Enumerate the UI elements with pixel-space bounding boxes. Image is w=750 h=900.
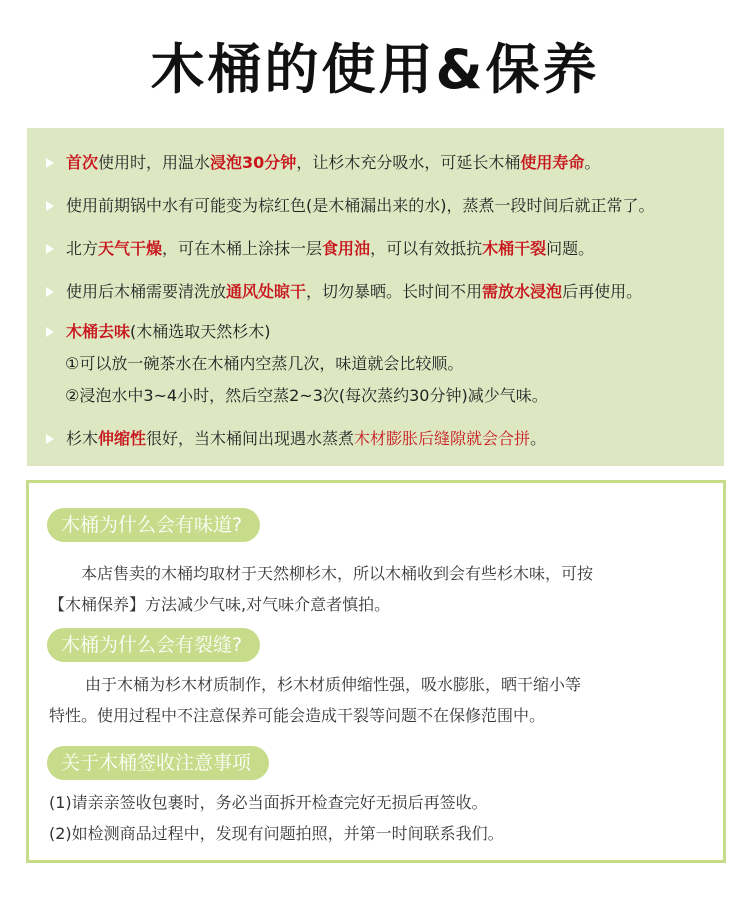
tip-odor-step-1: ①可以放一碗茶水在木桶内空蒸几次，味道就会比较顺。 [65,354,464,373]
faq-answer-odor-line2: 【木桶保养】方法减少气味,对气味介意者慎拍。 [49,595,391,614]
tip-cleaning: 使用后木桶需要清洗放通风处晾干，切勿暴晒。长时间不用需放水浸泡后再使用。 [27,278,724,306]
tip-odor-removal: 木桶去味(木桶选取天然杉木) [27,318,724,346]
bullet-triangle-icon [46,201,54,211]
highlight-text: 木桶干裂 [482,239,547,258]
highlight-text: 使用寿命 [520,153,585,172]
page-title: 木桶的使用&保养 [150,38,600,101]
highlight-text: 天气干燥 [98,239,163,258]
faq-answer-cracks-line2: 特性。使用过程中不注意保养可能会造成干裂等问题不在保修范围中。 [49,706,546,725]
bullet-triangle-icon [46,287,54,297]
highlight-text: 通风处晾干 [226,282,307,301]
highlight-text: 首次 [66,153,99,172]
faq-heading-odor: 木桶为什么会有味道? [47,508,260,542]
faq-heading-cracks: 木桶为什么会有裂缝? [47,628,260,662]
faq-answer-odor-line1: 本店售卖的木桶均取材于天然柳杉木，所以木桶收到会有些杉木味，可按 [81,564,594,583]
tip-elasticity: 杉木伸缩性很好，当木桶间出现遇水蒸煮木材膨胀后缝隙就会合拼。 [27,425,724,453]
bullet-triangle-icon [46,327,54,337]
highlight-text: 食用油 [322,239,371,258]
bullet-triangle-icon [46,158,54,168]
bullet-triangle-icon [46,434,54,444]
faq-heading-receipt: 关于木桶签收注意事项 [47,746,269,780]
highlight-text: 木材膨胀后缝隙就会合拼 [354,429,531,448]
highlight-text: 需放水浸泡 [482,282,563,301]
tip-first-use: 首次使用时，用温水浸泡30分钟，让杉木充分吸水，可延长木桶使用寿命。 [27,149,724,177]
highlight-text: 浸泡30分钟 [210,153,297,172]
tip-odor-step-2: ②浸泡水中3~4小时，然后空蒸2~3次(每次蒸约30分钟)减少气味。 [65,386,548,405]
highlight-text: 木桶去味 [66,322,131,341]
faq-answer-cracks-line1: 由于木桶为杉木材质制作，杉木材质伸缩性强，吸水膨胀，晒干缩小等 [85,675,582,694]
highlight-text: 伸缩性 [98,429,147,448]
faq-answer-receipt-line2: (2)如检测商品过程中，发现有问题拍照，并第一时间联系我们。 [49,824,504,843]
bullet-triangle-icon [46,244,54,254]
faq-answer-receipt-line1: (1)请亲亲签收包裹时，务必当面拆开检查完好无损后再签收。 [49,793,488,812]
usage-tips-panel [27,128,724,466]
tip-water-color: 使用前期锅中水有可能变为棕红色(是木桶漏出来的水)，蒸煮一段时间后就正常了。 [27,192,724,220]
tip-dry-climate: 北方天气干燥，可在木桶上涂抹一层食用油，可以有效抵抗木桶干裂问题。 [27,235,724,263]
faq-panel [26,480,726,863]
